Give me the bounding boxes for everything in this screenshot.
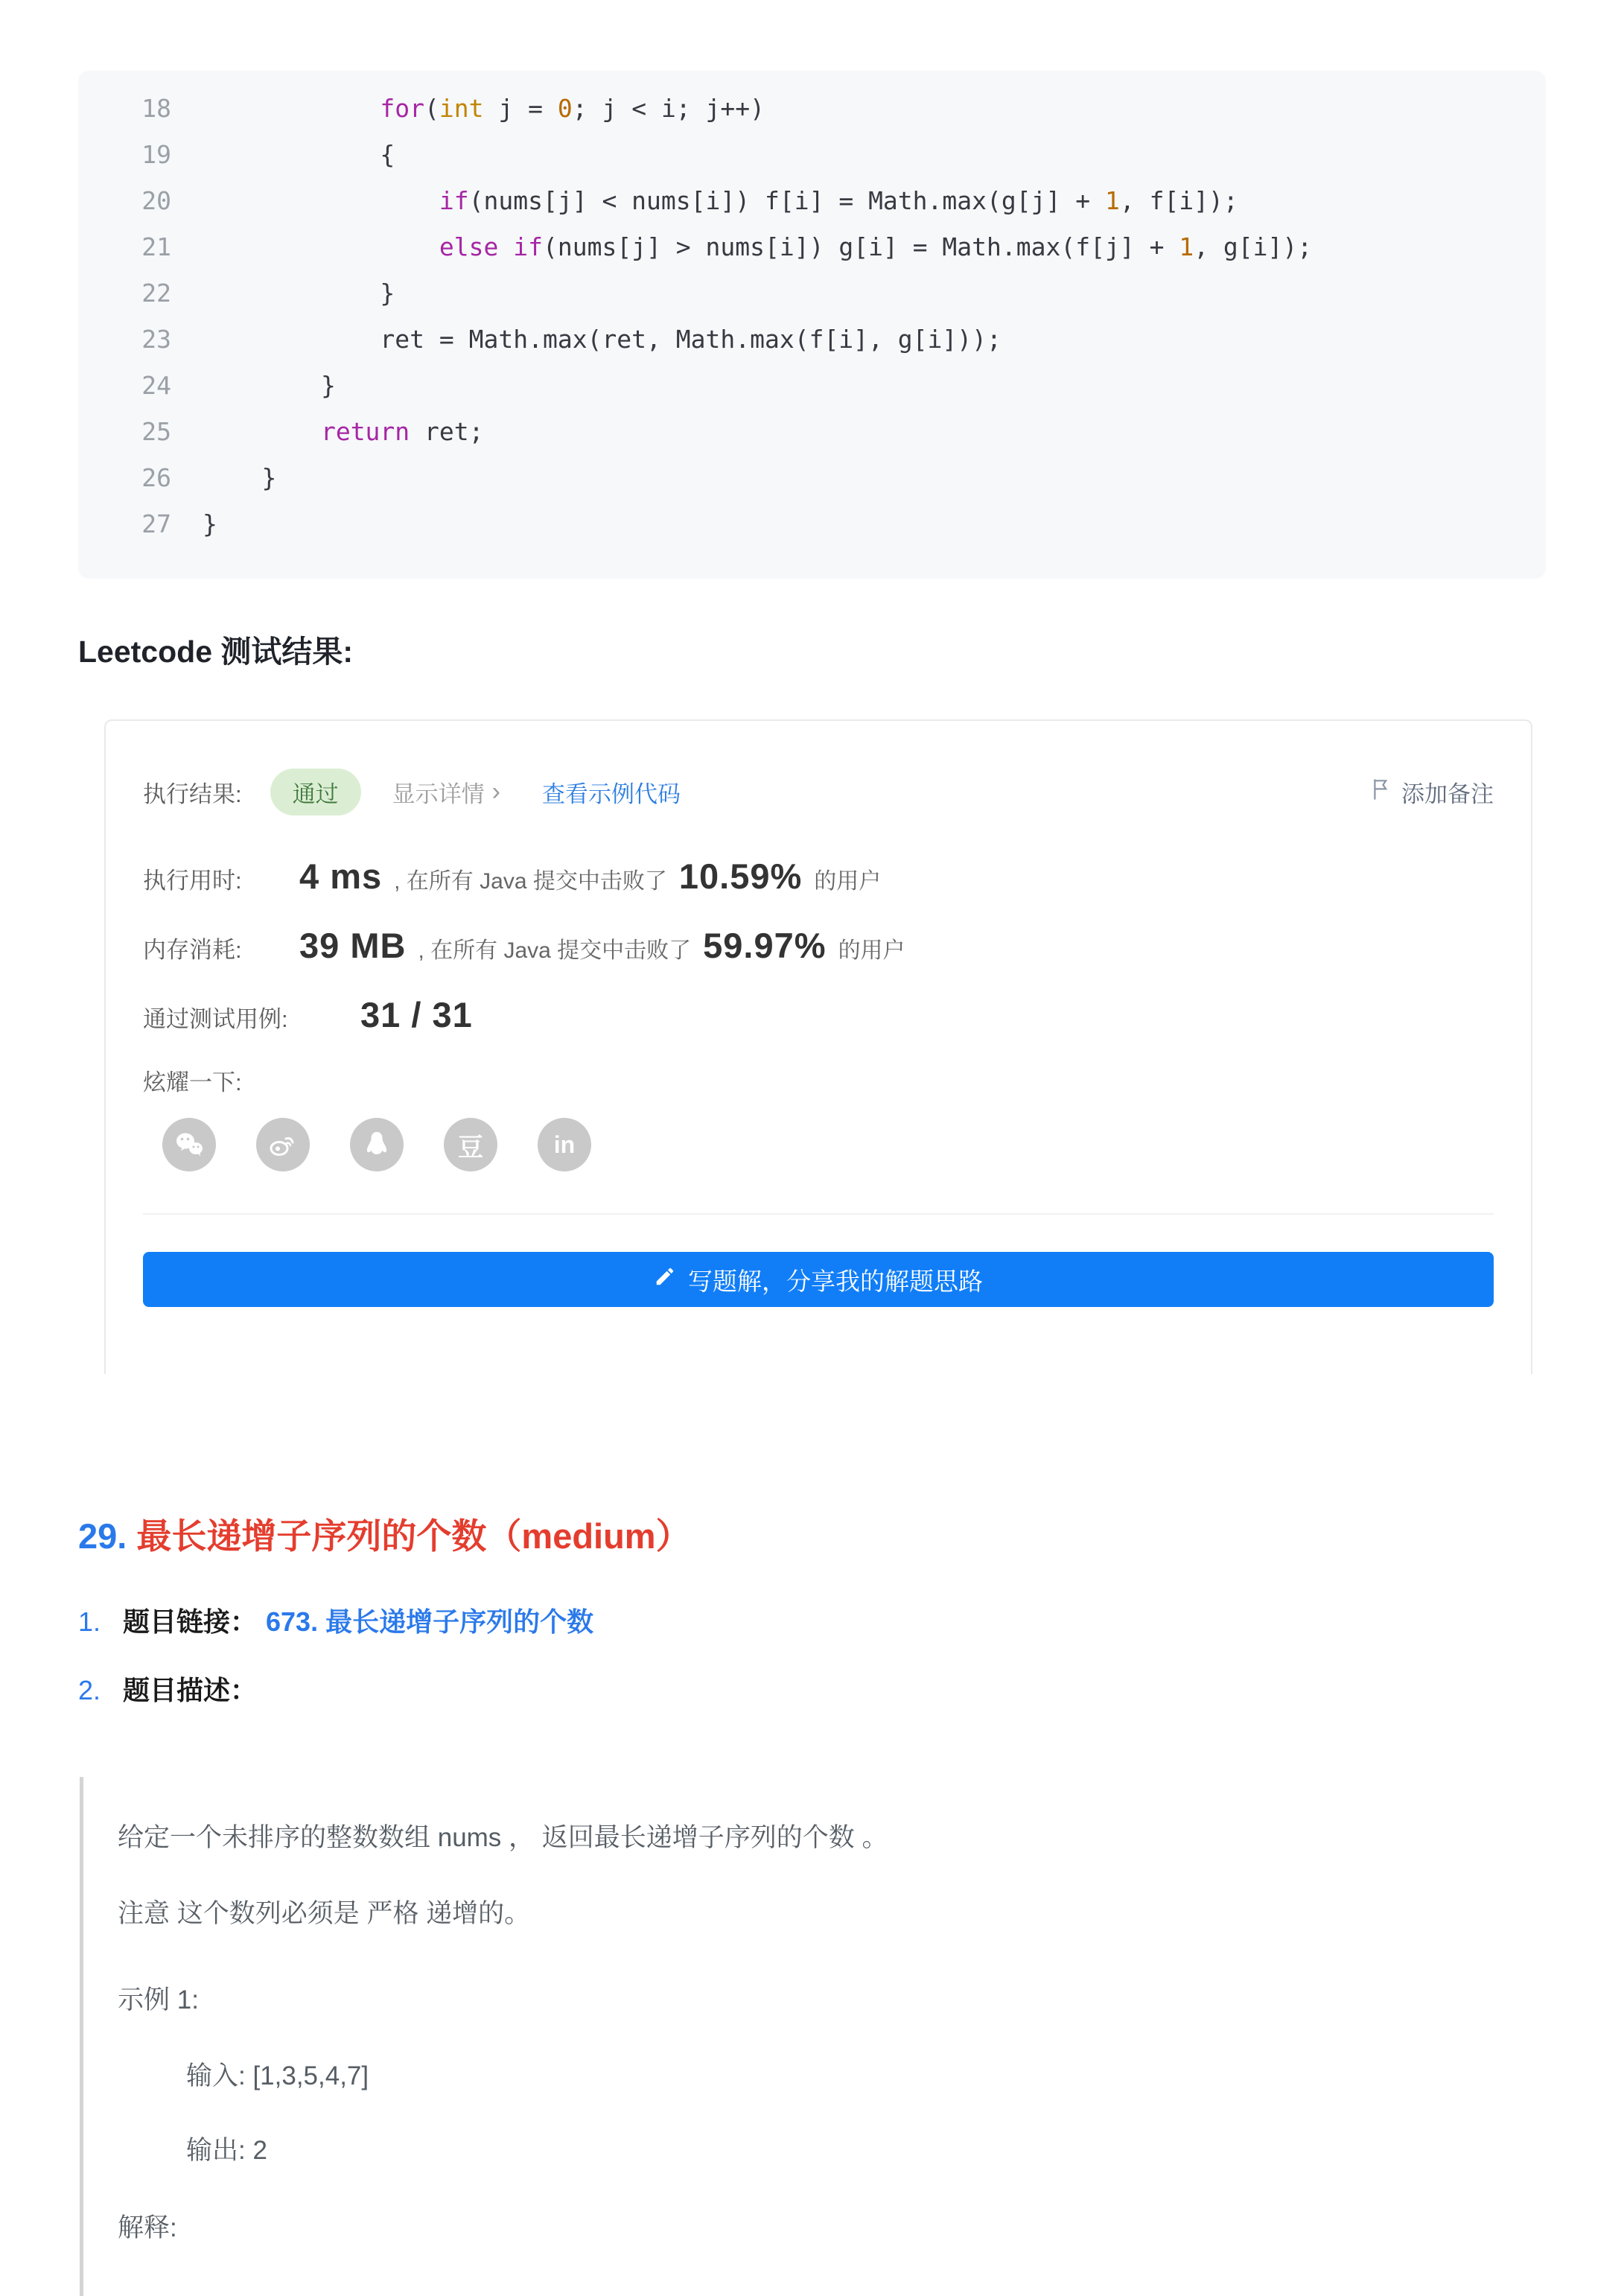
runtime-value: 4 ms bbox=[299, 856, 383, 896]
code-text: } bbox=[203, 463, 277, 492]
weibo-icon[interactable] bbox=[256, 1118, 310, 1171]
runtime-user-suffix: 的用户 bbox=[814, 869, 882, 894]
line-number: 27 bbox=[141, 509, 171, 538]
code-text: for(int j = 0; j < i; j++) bbox=[380, 94, 765, 123]
wechat-icon[interactable] bbox=[162, 1118, 216, 1171]
memory-beat-text: , 在所有 Java 提交中击败了 bbox=[418, 938, 692, 963]
add-note-link[interactable]: 添加备注 bbox=[1370, 775, 1494, 809]
view-sample-code-link[interactable]: 查看示例代码 bbox=[541, 781, 681, 807]
code-line bbox=[78, 317, 1546, 363]
code-line bbox=[78, 132, 1546, 178]
leetcode-result-panel bbox=[104, 719, 1532, 1374]
linkedin-icon[interactable]: in bbox=[538, 1118, 591, 1171]
testcases-label: 通过测试用例: bbox=[143, 1006, 288, 1032]
example-output: 输出: 2 bbox=[186, 2136, 267, 2165]
douban-icon[interactable]: 豆 bbox=[444, 1118, 497, 1171]
line-number: 23 bbox=[141, 325, 171, 354]
runtime-row bbox=[143, 856, 1494, 897]
problem-link[interactable]: 673. 最长递增子序列的个数 bbox=[266, 1606, 594, 1637]
code-line bbox=[78, 363, 1546, 409]
show-detail-link[interactable]: 显示详情 bbox=[392, 781, 485, 807]
list-item-description bbox=[78, 1670, 257, 1708]
list-item-link bbox=[78, 1601, 593, 1639]
line-number: 19 bbox=[141, 140, 171, 169]
line-number: 22 bbox=[141, 279, 171, 308]
code-text: } bbox=[203, 509, 217, 538]
code-line bbox=[78, 224, 1546, 270]
line-number: 26 bbox=[141, 463, 171, 492]
quote-line: 给定一个未排序的整数数组 nums ， 返回最长递增子序列的个数 。 bbox=[118, 1823, 888, 1852]
code-lines bbox=[78, 86, 1546, 547]
runtime-percent: 10.59% bbox=[678, 856, 803, 896]
runtime-beat-text: , 在所有 Java 提交中击败了 bbox=[394, 869, 667, 894]
code-text: if(nums[j] < nums[i]) f[i] = Math.max(g[j] + 1, f[i]); bbox=[439, 186, 1238, 215]
code-block bbox=[78, 71, 1546, 579]
line-number: 20 bbox=[141, 186, 171, 215]
code-text: } bbox=[203, 279, 395, 308]
list-number: 2. bbox=[78, 1675, 101, 1705]
memory-percent: 59.97% bbox=[703, 926, 827, 965]
problem-link-label: 题目链接： bbox=[123, 1606, 258, 1637]
example-explain-label: 解释: bbox=[118, 2213, 177, 2242]
write-solution-button[interactable]: 写题解，分享我的解题思路 bbox=[143, 1252, 1494, 1307]
memory-user-suffix: 的用户 bbox=[838, 938, 905, 963]
section-heading bbox=[78, 1509, 691, 1559]
section-title: 最长递增子序列的个数（medium） bbox=[127, 1516, 691, 1556]
code-line bbox=[78, 455, 1546, 501]
testcases-value: 31 / 31 bbox=[360, 995, 473, 1034]
memory-row bbox=[143, 925, 1494, 966]
brag-row bbox=[143, 1063, 1494, 1097]
code-line bbox=[78, 501, 1546, 547]
chevron-right-icon: › bbox=[491, 777, 500, 806]
share-icons-row bbox=[162, 1118, 1494, 1171]
panel-divider bbox=[143, 1213, 1494, 1215]
result-heading: Leetcode 测试结果: bbox=[78, 635, 354, 669]
line-number: 24 bbox=[141, 371, 171, 400]
code-line bbox=[78, 270, 1546, 317]
problem-description-quote bbox=[80, 1777, 1465, 2296]
memory-value: 39 MB bbox=[299, 926, 407, 965]
line-number: 21 bbox=[141, 232, 171, 261]
result-row bbox=[143, 769, 1494, 815]
testcases-row bbox=[143, 994, 1494, 1035]
status-badge: 通过 bbox=[270, 769, 361, 815]
result-label: 执行结果: bbox=[143, 781, 242, 807]
code-line bbox=[78, 409, 1546, 455]
code-text: { bbox=[203, 140, 395, 169]
code-text: return ret; bbox=[320, 417, 484, 446]
code-text: } bbox=[203, 371, 336, 400]
section-number: 29. bbox=[78, 1516, 127, 1556]
example-label: 示例 1: bbox=[118, 1985, 199, 2014]
runtime-label: 执行用时: bbox=[143, 868, 242, 894]
line-number: 25 bbox=[141, 417, 171, 446]
code-text: ret = Math.max(ret, Math.max(f[i], g[i])); bbox=[203, 325, 1002, 354]
code-line bbox=[78, 86, 1546, 132]
list-number: 1. bbox=[78, 1606, 101, 1637]
flag-icon bbox=[1370, 777, 1392, 807]
code-text: else if(nums[j] > nums[i]) g[i] = Math.max(f[j] + 1, g[i]); bbox=[439, 232, 1313, 261]
code-line bbox=[78, 178, 1546, 224]
memory-label: 内存消耗: bbox=[143, 937, 242, 963]
quote-line: 注意 这个数列必须是 严格 递增的。 bbox=[118, 1899, 531, 1928]
problem-desc-label: 题目描述： bbox=[123, 1675, 258, 1705]
pencil-icon bbox=[654, 1265, 676, 1294]
qq-icon[interactable] bbox=[350, 1118, 404, 1171]
brag-label: 炫耀一下: bbox=[143, 1069, 242, 1095]
line-number: 18 bbox=[141, 94, 171, 123]
example-input: 输入: [1,3,5,4,7] bbox=[186, 2061, 369, 2090]
